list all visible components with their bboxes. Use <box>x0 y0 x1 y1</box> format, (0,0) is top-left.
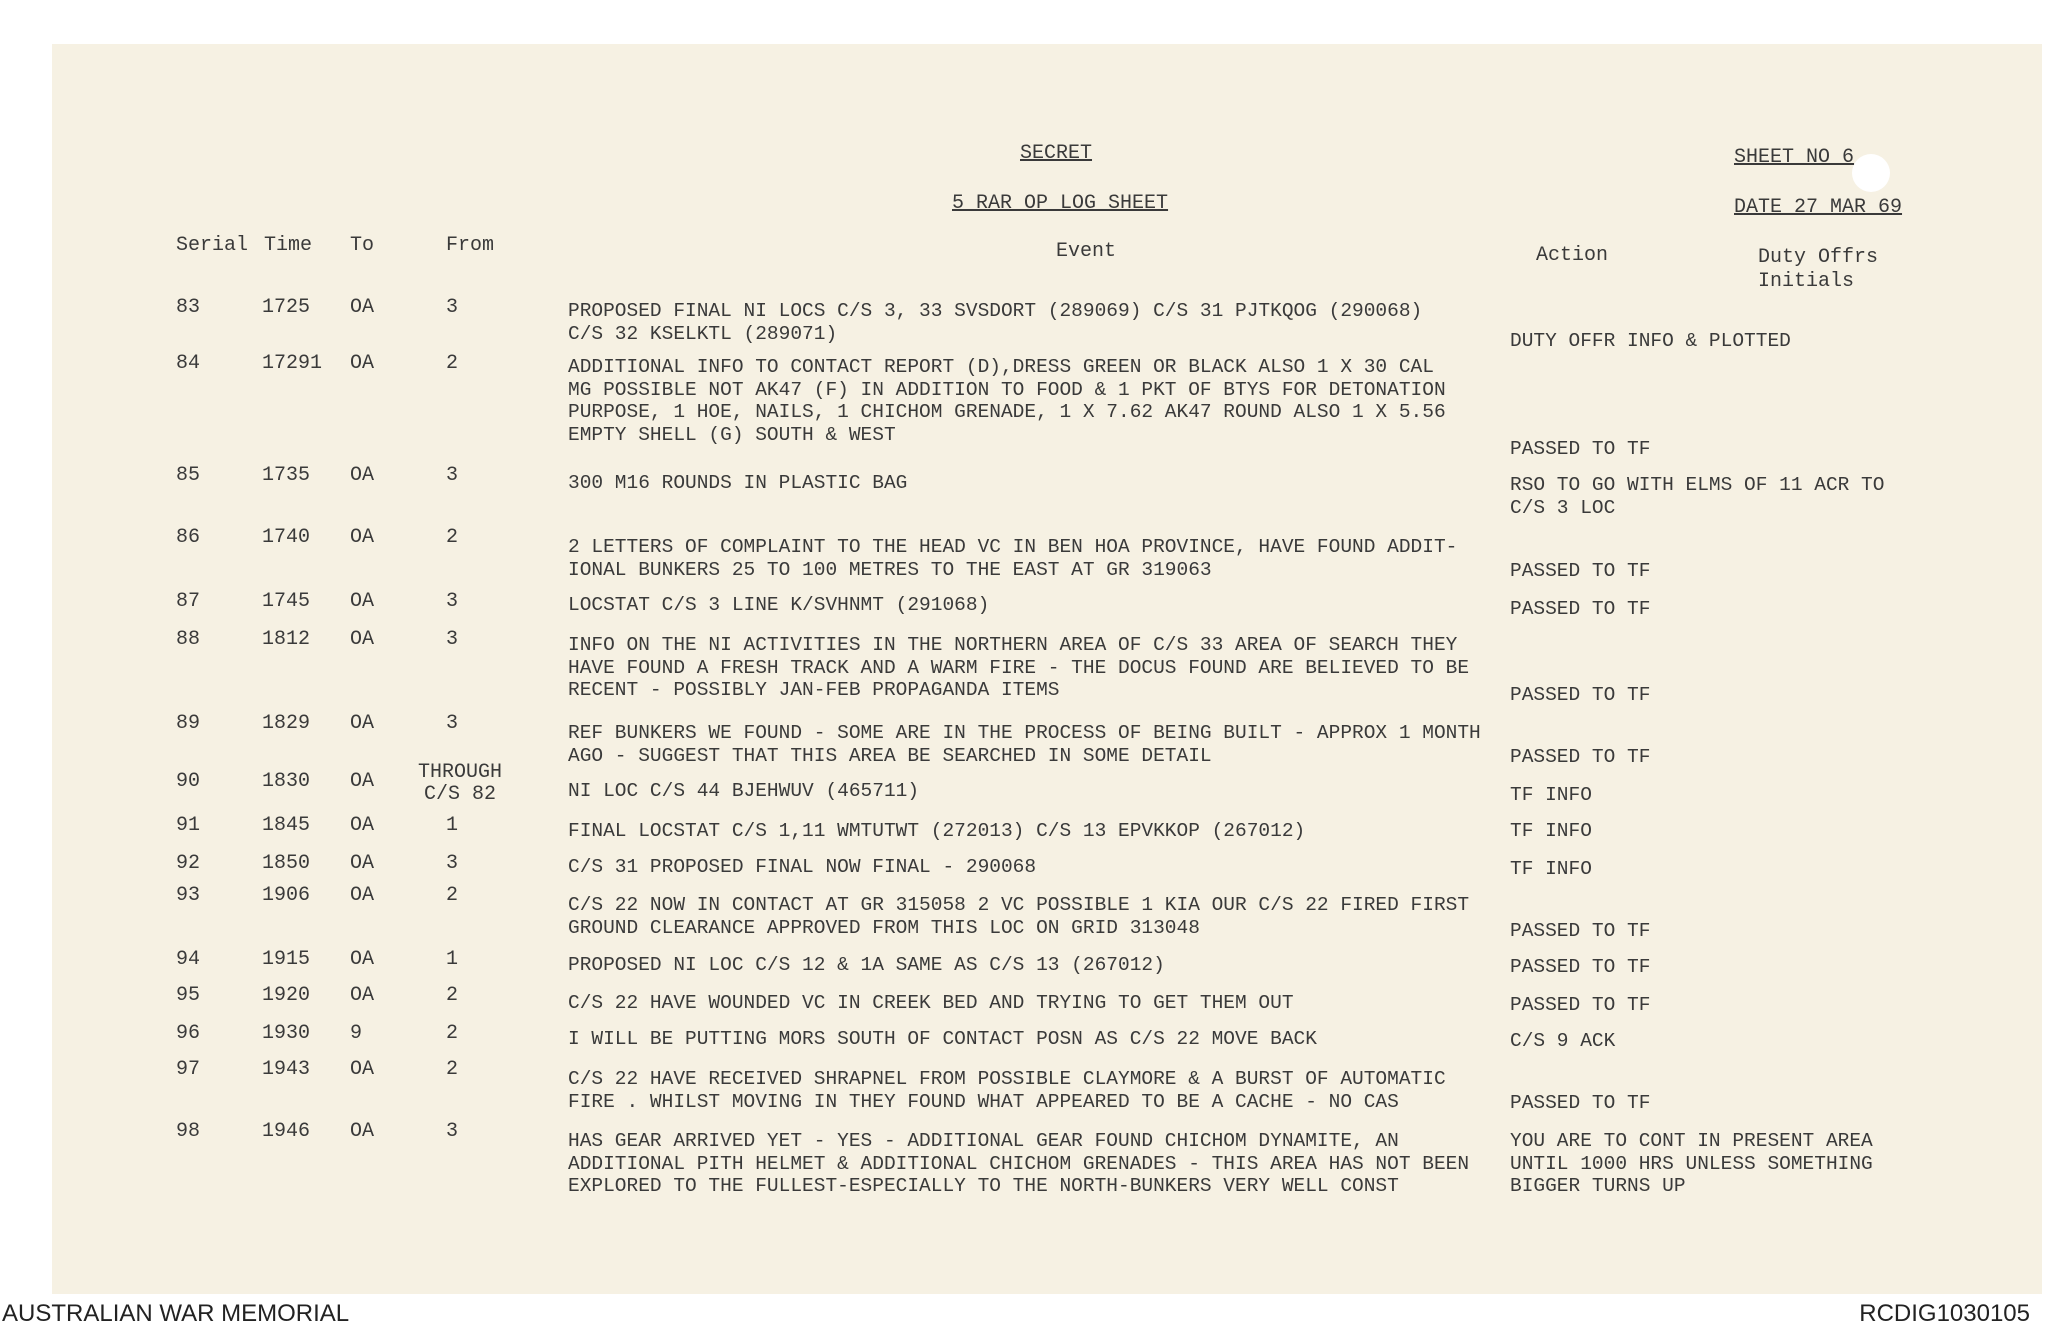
row-serial: 86 <box>176 526 201 549</box>
row-event-line: EXPLORED TO THE FULLEST-ESPECIALLY TO THE NORTH-BUNKERS VERY WELL CONST <box>568 1175 1399 1197</box>
row-event-line: GROUND CLEARANCE APPROVED FROM THIS LOC ON GRID 313048 <box>568 916 1200 939</box>
row-from: 2 <box>446 1022 459 1045</box>
row-from: 3 <box>446 464 459 487</box>
row-time: 1930 <box>262 1022 311 1045</box>
row-action-line: PASSED TO TF <box>1510 956 1651 978</box>
row-serial: 84 <box>176 352 201 375</box>
row-event-line: C/S 22 HAVE RECEIVED SHRAPNEL FROM POSSIBLE CLAYMORE & A BURST OF AUTOMATIC <box>568 1068 1446 1090</box>
row-serial: 91 <box>176 814 201 837</box>
col-header-serial: Serial <box>176 234 249 257</box>
row-serial: 93 <box>176 884 201 907</box>
row-from: 3 <box>446 590 459 613</box>
row-from: 2 <box>446 984 459 1007</box>
row-action-line: PASSED TO TF <box>1510 684 1651 706</box>
row-to: OA <box>350 770 375 793</box>
sheet-number: SHEET NO 6 <box>1734 146 1855 169</box>
row-event-line: 2 LETTERS OF COMPLAINT TO THE HEAD VC IN BEN HOA PROVINCE, HAVE FOUND ADDIT- <box>568 536 1458 558</box>
row-time: 1915 <box>262 948 311 971</box>
col-header-initials: Initials <box>1758 270 1855 293</box>
row-serial: 95 <box>176 984 201 1007</box>
row-event-line: PURPOSE, 1 HOE, NAILS, 1 CHICHOM GRENADE, 1 X 7.62 AK47 ROUND ALSO 1 X 5.56 <box>568 401 1446 423</box>
row-event-line: RECENT - POSSIBLY JAN-FEB PROPAGANDA ITEMS <box>568 679 1060 701</box>
row-event-line: HAS GEAR ARRIVED YET - YES - ADDITIONAL GEAR FOUND CHICHOM DYNAMITE, AN <box>568 1130 1399 1152</box>
row-serial: 83 <box>176 296 201 319</box>
row-action-line: YOU ARE TO CONT IN PRESENT AREA <box>1510 1130 1873 1152</box>
row-action-line: PASSED TO TF <box>1510 746 1651 768</box>
row-event-line: EMPTY SHELL (G) SOUTH & WEST <box>568 423 896 446</box>
row-to: OA <box>350 948 375 971</box>
row-action-line: TF INFO <box>1510 784 1592 806</box>
row-serial: 96 <box>176 1022 201 1045</box>
row-action-line: UNTIL 1000 HRS UNLESS SOMETHING <box>1510 1152 1873 1175</box>
row-time: 1829 <box>262 712 311 735</box>
col-header-to: To <box>350 234 375 257</box>
row-time: 1920 <box>262 984 311 1007</box>
row-from: THROUGH C/S 82 <box>418 761 503 806</box>
col-header-action: Action <box>1536 244 1609 267</box>
row-action-line: BIGGER TURNS UP <box>1510 1175 1686 1197</box>
row-from: 2 <box>446 526 459 549</box>
row-action-line: RSO TO GO WITH ELMS OF 11 ACR TO <box>1510 474 1885 496</box>
row-action-line: TF INFO <box>1510 820 1592 842</box>
row-event-line: FINAL LOCSTAT C/S 1,11 WMTUTWT (272013) C/S 13 EPVKKOP (267012) <box>568 820 1306 842</box>
row-to: OA <box>350 628 375 651</box>
row-event-line: MG POSSIBLE NOT AK47 (F) IN ADDITION TO FOOD & 1 PKT OF BTYS FOR DETONATION <box>568 378 1446 401</box>
row-serial: 94 <box>176 948 201 971</box>
col-header-from: From <box>446 234 495 257</box>
row-time: 17291 <box>262 352 323 375</box>
row-action-line: TF INFO <box>1510 858 1592 880</box>
punch-hole <box>1852 154 1890 192</box>
col-header-time: Time <box>264 234 313 257</box>
row-to: OA <box>350 1058 375 1081</box>
row-event-line: NI LOC C/S 44 BJEHWUV (465711) <box>568 780 920 802</box>
row-event-line: ADDITIONAL PITH HELMET & ADDITIONAL CHICHOM GRENADES - THIS AREA HAS NOT BEEN <box>568 1152 1470 1175</box>
row-event-line: C/S 31 PROPOSED FINAL NOW FINAL - 290068 <box>568 856 1037 878</box>
archive-reference: RCDIG1030105 <box>1859 1300 2030 1327</box>
row-to: 9 <box>350 1022 363 1045</box>
row-event-line: LOCSTAT C/S 3 LINE K/SVHNMT (291068) <box>568 594 990 616</box>
row-event-line: PROPOSED NI LOC C/S 12 & 1A SAME AS C/S 13 (267012) <box>568 954 1165 976</box>
row-to: OA <box>350 464 375 487</box>
row-time: 1845 <box>262 814 311 837</box>
row-to: OA <box>350 1120 375 1143</box>
row-serial: 97 <box>176 1058 201 1081</box>
row-from: 2 <box>446 884 459 907</box>
row-from: 3 <box>446 1120 459 1143</box>
row-from: 2 <box>446 1058 459 1081</box>
row-event-line: 300 M16 ROUNDS IN PLASTIC BAG <box>568 472 908 494</box>
row-event-line: IONAL BUNKERS 25 TO 100 METRES TO THE EAST AT GR 319063 <box>568 558 1212 581</box>
row-time: 1830 <box>262 770 311 793</box>
row-to: OA <box>350 590 375 613</box>
row-from: 3 <box>446 296 459 319</box>
row-action-line: PASSED TO TF <box>1510 438 1651 460</box>
classification-marking: SECRET <box>1020 142 1093 165</box>
row-from: 3 <box>446 628 459 651</box>
row-from: 3 <box>446 852 459 875</box>
row-action-line: PASSED TO TF <box>1510 1092 1651 1114</box>
col-header-event: Event <box>1056 240 1117 263</box>
row-action-line: PASSED TO TF <box>1510 560 1651 582</box>
row-to: OA <box>350 352 375 375</box>
row-event-line: ADDITIONAL INFO TO CONTACT REPORT (D),DRESS GREEN OR BLACK ALSO 1 X 30 CAL <box>568 356 1434 378</box>
row-action-line: C/S 9 ACK <box>1510 1030 1616 1052</box>
row-event-line: C/S 32 KSELKTL (289071) <box>568 322 838 345</box>
row-serial: 92 <box>176 852 201 875</box>
row-serial: 88 <box>176 628 201 651</box>
row-to: OA <box>350 884 375 907</box>
row-to: OA <box>350 852 375 875</box>
row-serial: 98 <box>176 1120 201 1143</box>
document-title: 5 RAR OP LOG SHEET <box>952 192 1169 215</box>
row-event-line: PROPOSED FINAL NI LOCS C/S 3, 33 SVSDORT (289069) C/S 31 PJTKQOG (290068) <box>568 300 1423 322</box>
row-from: 2 <box>446 352 459 375</box>
row-event-line: HAVE FOUND A FRESH TRACK AND A WARM FIRE - THE DOCUS FOUND ARE BELIEVED TO BE <box>568 656 1470 679</box>
row-from: 1 <box>446 814 459 837</box>
row-from: 3 <box>446 712 459 735</box>
row-time: 1946 <box>262 1120 311 1143</box>
row-serial: 87 <box>176 590 201 613</box>
row-event-line: FIRE . WHILST MOVING IN THEY FOUND WHAT APPEARED TO BE A CACHE - NO CAS <box>568 1090 1399 1113</box>
row-time: 1812 <box>262 628 311 651</box>
row-from: 1 <box>446 948 459 971</box>
row-event-line: REF BUNKERS WE FOUND - SOME ARE IN THE PROCESS OF BEING BUILT - APPROX 1 MONTH <box>568 722 1481 744</box>
row-serial: 89 <box>176 712 201 735</box>
row-to: OA <box>350 296 375 319</box>
row-event-line: I WILL BE PUTTING MORS SOUTH OF CONTACT POSN AS C/S 22 MOVE BACK <box>568 1028 1317 1050</box>
row-to: OA <box>350 814 375 837</box>
row-serial: 85 <box>176 464 201 487</box>
row-time: 1735 <box>262 464 311 487</box>
row-time: 1740 <box>262 526 311 549</box>
row-event-line: C/S 22 HAVE WOUNDED VC IN CREEK BED AND TRYING TO GET THEM OUT <box>568 992 1294 1014</box>
row-event-line: AGO - SUGGEST THAT THIS AREA BE SEARCHED IN SOME DETAIL <box>568 744 1212 767</box>
row-time: 1745 <box>262 590 311 613</box>
row-to: OA <box>350 984 375 1007</box>
row-time: 1906 <box>262 884 311 907</box>
row-time: 1850 <box>262 852 311 875</box>
row-time: 1725 <box>262 296 311 319</box>
archive-source: AUSTRALIAN WAR MEMORIAL <box>2 1300 350 1327</box>
row-event-line: INFO ON THE NI ACTIVITIES IN THE NORTHERN AREA OF C/S 33 AREA OF SEARCH THEY <box>568 634 1458 656</box>
row-action-line: PASSED TO TF <box>1510 920 1651 942</box>
row-serial: 90 <box>176 770 201 793</box>
row-action-line: PASSED TO TF <box>1510 598 1651 620</box>
row-to: OA <box>350 712 375 735</box>
row-action-line: PASSED TO TF <box>1510 994 1651 1016</box>
row-to: OA <box>350 526 375 549</box>
sheet-date: DATE 27 MAR 69 <box>1734 196 1903 219</box>
row-action-line: C/S 3 LOC <box>1510 496 1616 519</box>
row-event-line: C/S 22 NOW IN CONTACT AT GR 315058 2 VC POSSIBLE 1 KIA OUR C/S 22 FIRED FIRST <box>568 894 1470 916</box>
col-header-duty-offrs: Duty Offrs <box>1758 246 1879 269</box>
row-action-line: DUTY OFFR INFO & PLOTTED <box>1510 330 1791 352</box>
row-time: 1943 <box>262 1058 311 1081</box>
